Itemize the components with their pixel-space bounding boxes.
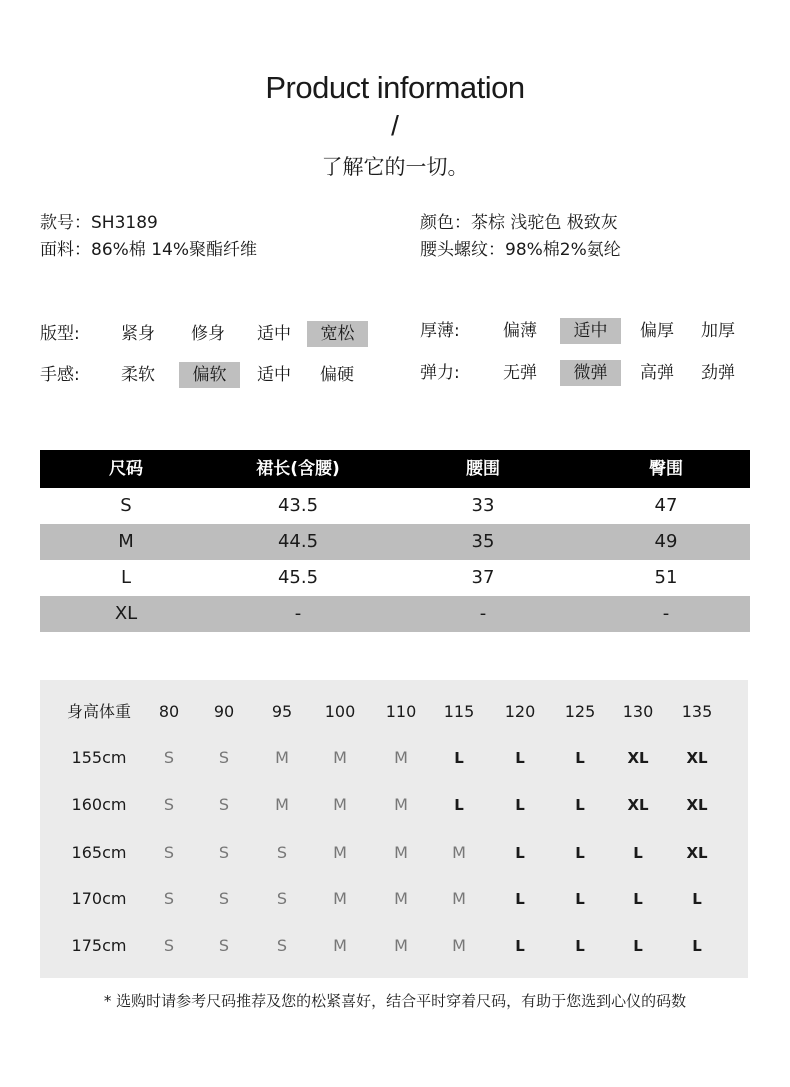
attr-option: 偏硬 bbox=[320, 365, 354, 385]
waistband: 腰头螺纹：98%棉2%氨纶 bbox=[420, 240, 621, 260]
recommended-size: S bbox=[218, 936, 230, 955]
recommended-size: S bbox=[163, 889, 175, 908]
recommended-size: L bbox=[575, 890, 585, 908]
reference-row bbox=[40, 931, 748, 961]
recommended-size: XL bbox=[686, 796, 708, 814]
size-reference-grid bbox=[40, 680, 748, 978]
recommended-size: M bbox=[394, 748, 408, 767]
recommended-size: L bbox=[575, 749, 585, 767]
table-row bbox=[40, 524, 750, 560]
table-cell: - bbox=[662, 603, 670, 624]
recommended-size: XL bbox=[686, 749, 708, 767]
recommended-size: S bbox=[276, 889, 288, 908]
header-cell: 臀围 bbox=[649, 459, 683, 479]
recommended-size: L bbox=[515, 844, 525, 862]
table-cell: 44.5 bbox=[277, 531, 319, 552]
recommended-size: L bbox=[575, 796, 585, 814]
header-cell: 尺码 bbox=[109, 459, 143, 479]
weight-header: 115 bbox=[443, 702, 475, 721]
recommended-size: S bbox=[218, 889, 230, 908]
table-cell: - bbox=[294, 603, 302, 624]
recommended-size: S bbox=[276, 936, 288, 955]
weight-header: 125 bbox=[564, 702, 596, 721]
height-label: 155cm bbox=[71, 748, 127, 767]
reference-row bbox=[40, 790, 748, 820]
table-cell: 47 bbox=[654, 495, 678, 516]
attr-option: 无弹 bbox=[503, 363, 537, 383]
height-label: 175cm bbox=[71, 936, 127, 955]
reference-row bbox=[40, 838, 748, 868]
height-label: 165cm bbox=[71, 843, 127, 862]
attr-option-selected: 适中 bbox=[560, 318, 621, 344]
weight-header: 100 bbox=[324, 702, 356, 721]
recommended-size: M bbox=[394, 936, 408, 955]
table-cell: L bbox=[120, 567, 132, 588]
table-cell: 33 bbox=[471, 495, 495, 516]
recommended-size: S bbox=[163, 748, 175, 767]
attr-option-selected: 偏软 bbox=[179, 362, 240, 388]
recommended-size: M bbox=[452, 843, 466, 862]
recommended-size: XL bbox=[627, 796, 649, 814]
attr-option: 高弹 bbox=[640, 363, 674, 383]
recommended-size: M bbox=[394, 795, 408, 814]
recommended-size: M bbox=[333, 795, 347, 814]
recommended-size: L bbox=[575, 844, 585, 862]
weight-header: 80 bbox=[158, 702, 180, 721]
height-weight-label: 身高体重 bbox=[66, 702, 131, 721]
recommended-size: M bbox=[333, 843, 347, 862]
recommended-size: L bbox=[692, 937, 702, 955]
recommended-size: L bbox=[515, 890, 525, 908]
attr-option: 偏厚 bbox=[640, 321, 674, 341]
recommended-size: L bbox=[692, 890, 702, 908]
recommended-size: M bbox=[333, 748, 347, 767]
recommended-size: L bbox=[515, 937, 525, 955]
attr-option: 适中 bbox=[257, 365, 291, 385]
table-cell: - bbox=[479, 603, 487, 624]
recommended-size: M bbox=[333, 936, 347, 955]
reference-row bbox=[40, 743, 748, 773]
recommended-size: L bbox=[515, 796, 525, 814]
size-table bbox=[40, 450, 750, 632]
recommended-size: L bbox=[633, 890, 643, 908]
attr-thickness bbox=[420, 318, 760, 346]
recommended-size: S bbox=[276, 843, 288, 862]
attr-feel bbox=[40, 362, 380, 390]
height-label: 170cm bbox=[71, 889, 127, 908]
attr-label: 厚薄: bbox=[420, 321, 460, 341]
recommended-size: L bbox=[454, 749, 464, 767]
attr-option: 修身 bbox=[191, 324, 225, 344]
recommended-size: M bbox=[394, 889, 408, 908]
table-cell: 43.5 bbox=[277, 495, 319, 516]
reference-row bbox=[40, 884, 748, 914]
attr-option: 劲弹 bbox=[701, 363, 735, 383]
recommended-size: L bbox=[575, 937, 585, 955]
reference-header-row bbox=[40, 697, 748, 727]
table-cell: 37 bbox=[471, 567, 495, 588]
attr-label: 版型: bbox=[40, 324, 80, 344]
weight-header: 120 bbox=[504, 702, 536, 721]
table-cell: XL bbox=[114, 603, 138, 624]
table-cell: 49 bbox=[654, 531, 678, 552]
table-cell: M bbox=[118, 531, 134, 552]
recommended-size: S bbox=[163, 936, 175, 955]
attr-elasticity bbox=[420, 360, 760, 388]
recommended-size: M bbox=[275, 795, 289, 814]
recommended-size: L bbox=[633, 937, 643, 955]
recommended-size: S bbox=[218, 843, 230, 862]
attr-option-selected: 宽松 bbox=[307, 321, 368, 347]
attr-fit bbox=[40, 321, 380, 349]
recommended-size: L bbox=[454, 796, 464, 814]
height-label: 160cm bbox=[71, 795, 127, 814]
recommended-size: L bbox=[633, 844, 643, 862]
recommended-size: M bbox=[452, 936, 466, 955]
table-row bbox=[40, 560, 750, 596]
recommended-size: S bbox=[163, 843, 175, 862]
weight-header: 90 bbox=[213, 702, 235, 721]
title-separator: / bbox=[391, 110, 399, 141]
colors: 颜色：茶棕 浅驼色 极致灰 bbox=[420, 213, 618, 233]
info-left bbox=[40, 210, 257, 264]
header-cell: 腰围 bbox=[466, 459, 500, 479]
page-title: Product information bbox=[265, 70, 525, 105]
weight-header: 110 bbox=[385, 702, 417, 721]
table-row bbox=[40, 488, 750, 524]
footnote: * 选购时请参考尺码推荐及您的松紧喜好，结合平时穿着尺码，有助于您选到心仪的码数 bbox=[103, 992, 687, 1010]
recommended-size: M bbox=[394, 843, 408, 862]
fabric: 面料：86%棉 14%聚酯纤维 bbox=[40, 240, 257, 260]
table-cell: 35 bbox=[471, 531, 495, 552]
style-number: 款号：SH3189 bbox=[40, 213, 158, 233]
attr-option: 柔软 bbox=[121, 365, 155, 385]
info-right bbox=[420, 210, 621, 264]
attr-option: 加厚 bbox=[701, 321, 735, 341]
recommended-size: XL bbox=[686, 844, 708, 862]
table-cell: 45.5 bbox=[277, 567, 319, 588]
header-cell: 裙长(含腰) bbox=[256, 459, 340, 479]
recommended-size: M bbox=[333, 889, 347, 908]
table-cell: S bbox=[120, 495, 132, 516]
attr-option: 适中 bbox=[257, 324, 291, 344]
page-subtitle: 了解它的一切。 bbox=[321, 155, 469, 179]
table-header bbox=[40, 450, 750, 488]
weight-header: 130 bbox=[622, 702, 654, 721]
table-cell: 51 bbox=[654, 567, 678, 588]
recommended-size: S bbox=[218, 795, 230, 814]
recommended-size: S bbox=[218, 748, 230, 767]
weight-header: 135 bbox=[681, 702, 713, 721]
product-header bbox=[0, 68, 790, 184]
weight-header: 95 bbox=[271, 702, 293, 721]
attr-option: 紧身 bbox=[121, 324, 155, 344]
attr-label: 弹力: bbox=[420, 363, 460, 383]
attr-label: 手感: bbox=[40, 365, 80, 385]
recommended-size: M bbox=[452, 889, 466, 908]
attr-option: 偏薄 bbox=[503, 321, 537, 341]
table-row bbox=[40, 596, 750, 632]
recommended-size: S bbox=[163, 795, 175, 814]
recommended-size: XL bbox=[627, 749, 649, 767]
recommended-size: L bbox=[515, 749, 525, 767]
recommended-size: M bbox=[275, 748, 289, 767]
attr-option-selected: 微弹 bbox=[560, 360, 621, 386]
